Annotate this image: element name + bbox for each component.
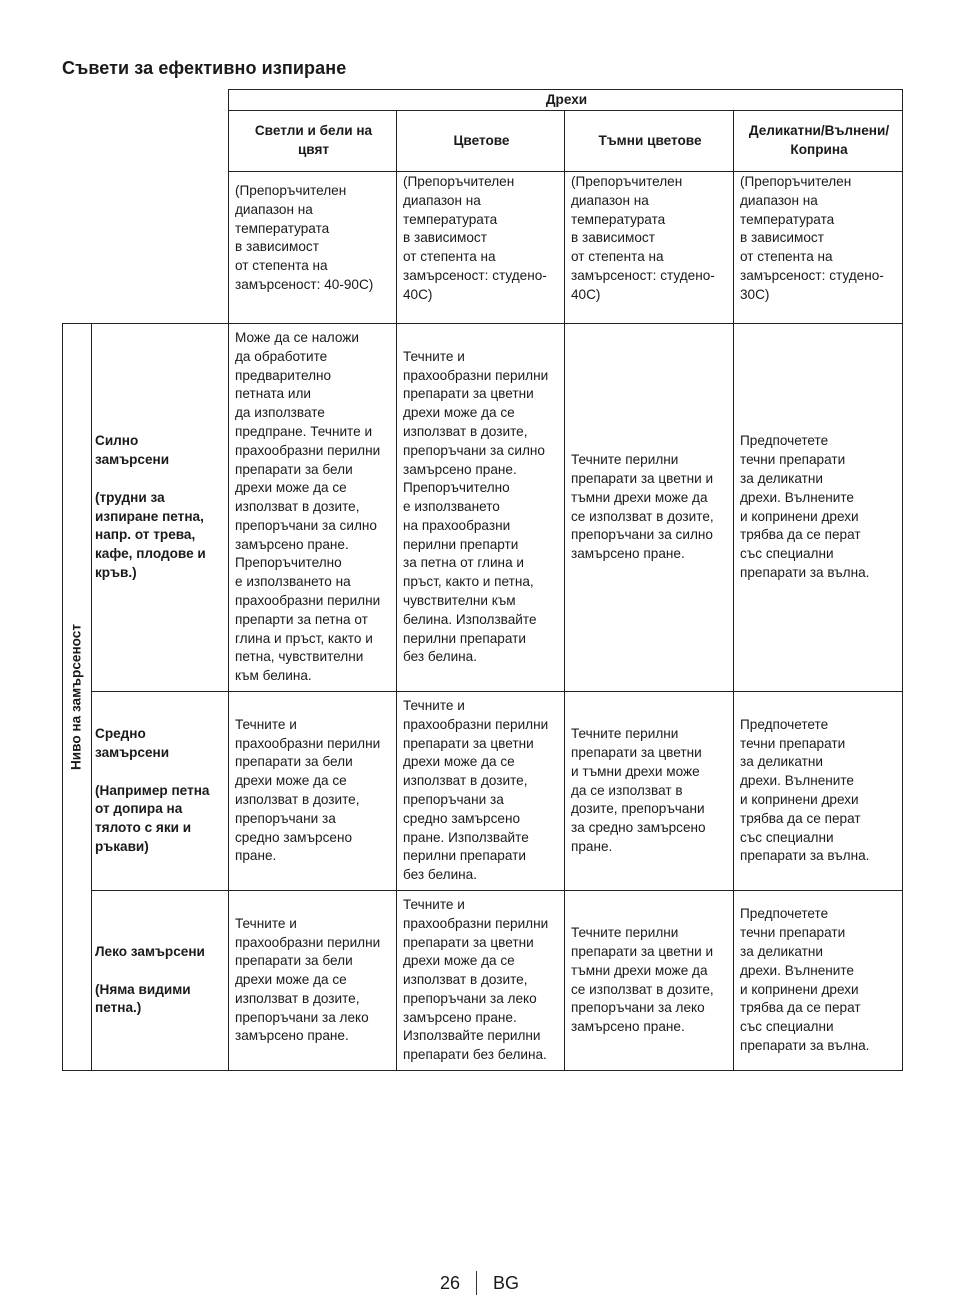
row-label-heavy-soil: Силно замърсени (трудни за изпиране петна, напр. от трева, кафе, плодове и кръв.) bbox=[92, 324, 229, 692]
row-label-light-soil: Леко замърсени (Няма видими петна.) bbox=[92, 891, 229, 1071]
column-header-delicate-wool-silk: Деликатни/Вълнени/ Коприна bbox=[734, 111, 903, 172]
soil-level-label-text: Ниво на замърсеност bbox=[68, 623, 84, 771]
temperature-range-dark-colors: (Препоръчителен диапазон на температурата в зависимост от степента на замърсеност: студено- 40C) bbox=[565, 172, 734, 324]
washing-tips-table bbox=[62, 89, 903, 1071]
cell-heavy-dark-colors: Течните перилни препарати за цветни и тъмни дрехи може да се използват в дозите, препоръчани за силно замърсено пране. bbox=[565, 324, 734, 692]
cell-heavy-delicate: Предпочетете течни препарати за деликатни дрехи. Вълнените и копринени дрехи трябва да се перат със специални препарати за вълна. bbox=[734, 324, 903, 692]
temperature-range-delicate: (Препоръчителен диапазон на температурата в зависимост от степента на замърсеност: студено- 30C) bbox=[734, 172, 903, 324]
cell-light-light-white: Течните и прахообразни перилни препарати за бели дрехи може да се използват в дозите, препоръчани за леко замърсено пране. bbox=[229, 891, 397, 1071]
group-header-clothes: Дрехи bbox=[229, 90, 903, 111]
empty-corner bbox=[63, 111, 229, 172]
page-title: Съвети за ефективно изпиране bbox=[62, 58, 347, 78]
cell-light-colors: Течните и прахообразни перилни препарати за цветни дрехи може да се използват в дозите, препоръчани за леко замърсено пране. Използвайте перилни препарати без белина. bbox=[397, 891, 565, 1071]
page-footer bbox=[0, 1271, 954, 1297]
column-header-colors: Цветове bbox=[397, 111, 565, 172]
cell-medium-dark-colors: Течните перилни препарати за цветни и тъмни дрехи може да се използват в дозите, препоръчани за средно замърсено пране. bbox=[565, 692, 734, 891]
cell-heavy-colors: Течните и прахообразни перилни препарати за цветни дрехи може да се използват в дозите, препоръчани за силно замърсено пране. Препоръчително е използването на прахообразни перилни препарти за петна от глина и пръст, както и петна, чувствителни към белина. Използвайте перилни препарати без белина. bbox=[397, 324, 565, 692]
column-header-dark-colors: Тъмни цветове bbox=[565, 111, 734, 172]
page-number: 26 bbox=[440, 1273, 461, 1293]
language-code: BG bbox=[493, 1273, 520, 1293]
temperature-range-light-white: (Препоръчителен диапазон на температурата в зависимост от степента на замърсеност: 40-90C) bbox=[229, 172, 397, 324]
cell-medium-delicate: Предпочетете течни препарати за деликатни дрехи. Вълнените и копринени дрехи трябва да се перат със специални препарати за вълна. bbox=[734, 692, 903, 891]
cell-medium-light-white: Течните и прахообразни перилни препарати за бели дрехи може да се използват в дозите, препоръчани за средно замърсено пране. bbox=[229, 692, 397, 891]
empty-corner bbox=[63, 172, 229, 324]
soil-level-side-label bbox=[63, 324, 92, 1071]
cell-medium-colors: Течните и прахообразни перилни препарати за цветни дрехи може да се използват в дозите, препоръчани за средно замърсено пране. Използвайте перилни препарати без белина. bbox=[397, 692, 565, 891]
empty-corner bbox=[63, 90, 229, 111]
cell-light-delicate: Предпочетете течни препарати за деликатни дрехи. Вълнените и копринени дрехи трябва да се перат със специални препарати за вълна. bbox=[734, 891, 903, 1071]
temperature-range-colors: (Препоръчителен диапазон на температурата в зависимост от степента на замърсеност: студено- 40C) bbox=[397, 172, 565, 324]
column-header-light-white: Светли и бели на цвят bbox=[229, 111, 397, 172]
cell-heavy-light-white: Може да се наложи да обработите предварително петната или да използвате предпране. Течните и прахообразни перилни препарати за бели дрехи може да се използват в дозите, препоръчани за силно замърсено пране. Препоръчително е използването на прахообразни перилни препарти за петна от глина и пръст, както и петна, чувствителни към белина. bbox=[229, 324, 397, 692]
cell-light-dark-colors: Течните перилни препарати за цветни и тъмни дрехи може да се използват в дозите, препоръчани за леко замърсено пране. bbox=[565, 891, 734, 1071]
row-label-medium-soil: Средно замърсени (Например петна от допира на тялото с яки и ръкави) bbox=[92, 692, 229, 891]
footer-divider bbox=[476, 1271, 477, 1295]
